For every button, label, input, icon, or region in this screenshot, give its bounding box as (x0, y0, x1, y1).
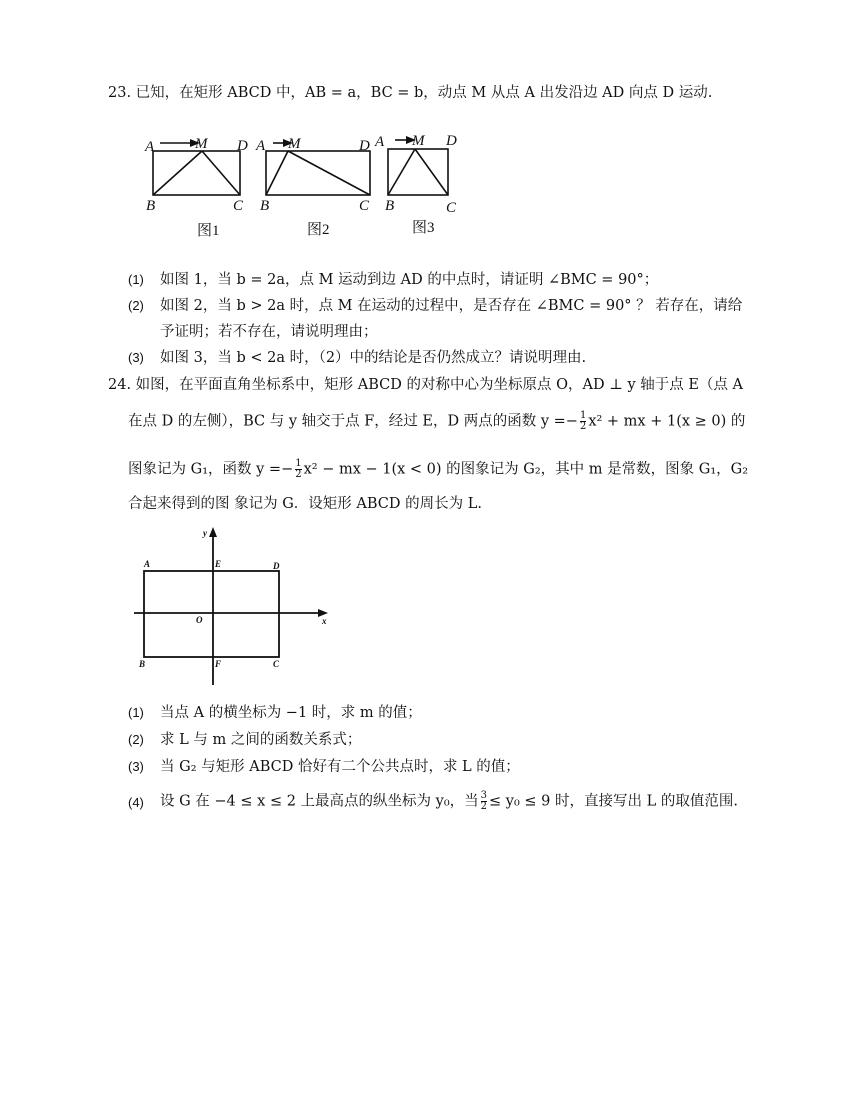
fig2-label-A: A (256, 138, 266, 154)
frac-num: 1 (295, 458, 302, 469)
q23-sub3-text: 如图 3，当 b < 2a 时，（2）中的结论是否仍然成立？请说明理由. (160, 350, 587, 366)
fig2-label-B: B (260, 198, 270, 214)
frac-den: 2 (295, 469, 302, 480)
q24-line3-post: x² − mx − 1(x < 0) 的图象记为 G₂，其中 m 是常数，图象 G₁，G₂ (303, 461, 749, 478)
q24-line2 (128, 411, 745, 432)
fig3-caption: 图3 (412, 220, 435, 236)
fig1-label-C: C (233, 198, 244, 214)
origin-label-O: O (196, 615, 203, 625)
point-label-C: C (273, 659, 280, 669)
frac-den: 2 (579, 421, 587, 432)
fig1-label-A: A (145, 139, 155, 155)
q23-sub3-num: (3) (128, 350, 144, 365)
fig3-label-B: B (385, 198, 395, 214)
q23-figures (140, 128, 500, 238)
axis-label-x: x (322, 616, 327, 626)
q24-line3 (128, 459, 748, 480)
fig3-label-C: C (446, 200, 457, 216)
fig2-label-D: D (359, 138, 370, 154)
fig1-label-B: B (146, 198, 156, 214)
fig2-label-C: C (359, 198, 370, 214)
point-label-D: D (273, 561, 280, 571)
q24-line3-pre: 图象记为 G₁，函数 y =− (128, 461, 294, 478)
fig3-label-A: A (375, 134, 385, 150)
q24-frac-three-halves (481, 791, 487, 812)
q24-figure (130, 525, 340, 690)
frac-num: 1 (579, 410, 587, 421)
q23-sub2-text: 如图 2，当 b > 2a 时，点 M 在运动的过程中，是否存在 ∠BMC = 90° ？ 若存在，请给 (160, 298, 743, 314)
q24-line2-post: x² + mx + 1(x ≥ 0) 的 (588, 413, 746, 430)
q24-sub3-text: 当 G₂ 与矩形 ABCD 恰好有二个公共点时，求 L 的值； (160, 759, 520, 775)
q24-sub4-post: ≤ y₀ ≤ 9 时，直接写出 L 的取值范围. (489, 793, 738, 810)
q23-sub1-num: (1) (128, 272, 144, 287)
fig1-label-D: D (237, 138, 248, 154)
point-label-F: F (215, 659, 222, 669)
q24-sub2-num: (2) (128, 732, 144, 747)
q24-line2-pre: 在点 D 的左侧），BC 与 y 轴交于点 F，经过 E，D 两点的函数 y =− (128, 413, 578, 430)
q24-line1: 24. 如图，在平面直角坐标系中，矩形 ABCD 的对称中心为坐标原点 O，AD ⊥ y 轴于点 E（点 A (108, 377, 744, 393)
point-label-E: E (215, 559, 222, 569)
q24-sub1-text: 当点 A 的横坐标为 −1 时，求 m 的值； (160, 705, 422, 721)
fig1-caption: 图1 (197, 223, 220, 238)
fig3-label-D: D (446, 133, 457, 149)
axis-label-y: y (203, 528, 207, 538)
q24-frac-half-2 (295, 459, 301, 480)
q24-frac-half-1 (580, 411, 586, 432)
q23-sub2-num: (2) (128, 298, 144, 313)
fig2-label-M: M (288, 136, 301, 152)
q24-sub4-text (160, 791, 738, 812)
frac-num: 3 (480, 790, 488, 801)
frac-den: 2 (480, 801, 488, 812)
fig3-label-M: M (412, 133, 425, 149)
q24-line4: 合起来得到的图 象记为 G．设矩形 ABCD 的周长为 L. (128, 496, 482, 512)
q23-stem: 23. 已知，在矩形 ABCD 中，AB = a，BC = b，动点 M 从点 A 出发沿边 AD 向点 D 运动. (108, 85, 713, 101)
fig1-label-M: M (195, 136, 208, 152)
q24-sub2-text: 求 L 与 m 之间的函数关系式； (160, 732, 362, 748)
q23-sub2-cont: 予证明；若不存在，请说明理由； (160, 324, 378, 340)
q23-sub1-text: 如图 1，当 b = 2a，点 M 运动到边 AD 的中点时，请证明 ∠BMC = 90°； (160, 272, 659, 288)
q24-sub4-pre: 设 G 在 −4 ≤ x ≤ 2 上最高点的纵坐标为 y₀，当 (160, 793, 479, 810)
q24-sub4-num: (4) (128, 795, 144, 810)
fig2-caption: 图2 (307, 222, 330, 238)
q24-sub1-num: (1) (128, 705, 144, 720)
point-label-B: B (139, 659, 146, 669)
q24-sub3-num: (3) (128, 759, 144, 774)
point-label-A: A (144, 559, 151, 569)
